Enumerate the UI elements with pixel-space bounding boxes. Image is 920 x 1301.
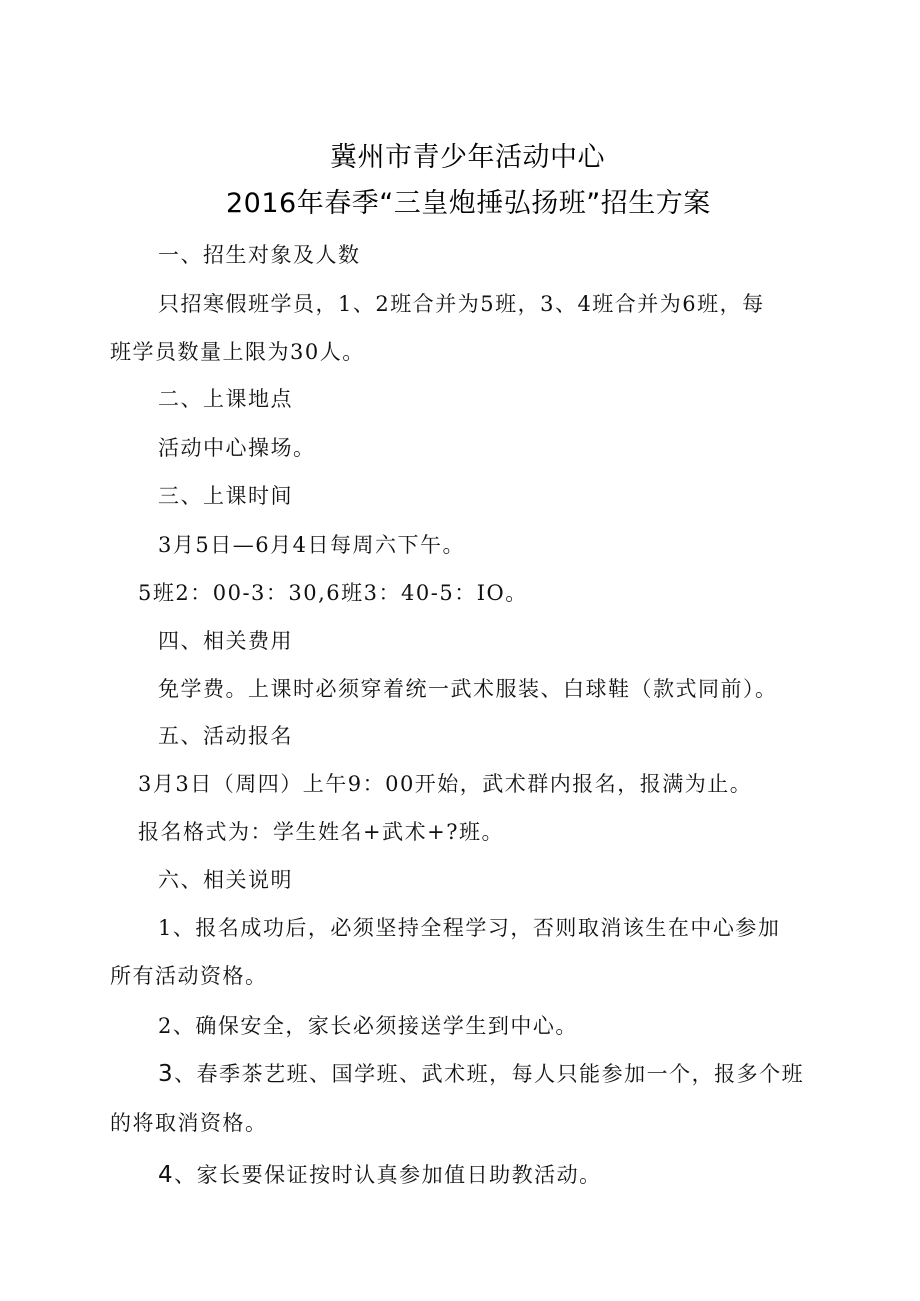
document-title: 冀州市青少年活动中心 [330,142,605,173]
section-heading-fees: 四、相关费用 [158,629,293,653]
note-item-1-line2: 所有活动资格。 [110,964,268,988]
paragraph-recruitment-1: 只招寒假班学员，1、2班合并为5班，3、4班合并为6班，每 [158,292,765,316]
note-item-2: 2、确保安全，家长必须接送学生到中心。 [158,1014,578,1038]
note-item-3-line1 [158,1059,804,1089]
section-heading-location: 二、上课地点 [158,387,293,411]
note-item-1-line1: 1、报名成功后，必须坚持全程学习，否则取消该生在中心参加 [158,916,781,940]
note-item-4-text: 、家长要保证按时认真参加值日助教活动。 [174,1163,602,1187]
paragraph-registration-2: 报名格式为：学生姓名+武术+?班。 [138,820,504,844]
note-item-3-text: 、春季茶艺班、国学班、武术班，每人只能参加一个，报多个班 [174,1062,805,1086]
paragraph-time-1: 3月5日—6月4日每周六下午。 [158,533,465,557]
note-item-4 [158,1160,602,1190]
section-heading-recruitment: 一、招生对象及人数 [158,243,361,267]
paragraph-location: 活动中心操场。 [158,436,316,460]
note-item-3-number: 3 [158,1061,175,1087]
paragraph-recruitment-2: 班学员数量上限为30人。 [110,340,365,364]
section-heading-notes: 六、相关说明 [158,868,293,892]
note-item-4-number: 4 [158,1162,175,1188]
section-heading-time: 三、上课时间 [158,484,293,508]
paragraph-registration-1: 3月3日（周四）上午9：00开始，武术群内报名，报满为止。 [138,772,753,796]
paragraph-fees: 免学费。上课时必须穿着统一武术服装、白球鞋（款式同前）。 [158,677,778,701]
document-subtitle: 2016年春季“三皇炮捶弘扬班”招生方案 [226,188,711,219]
paragraph-time-2: 5班2：00-3：30,6班3：40-5：IO。 [138,581,528,605]
note-item-3-line2: 的将取消资格。 [110,1111,268,1135]
section-heading-registration: 五、活动报名 [158,724,293,748]
